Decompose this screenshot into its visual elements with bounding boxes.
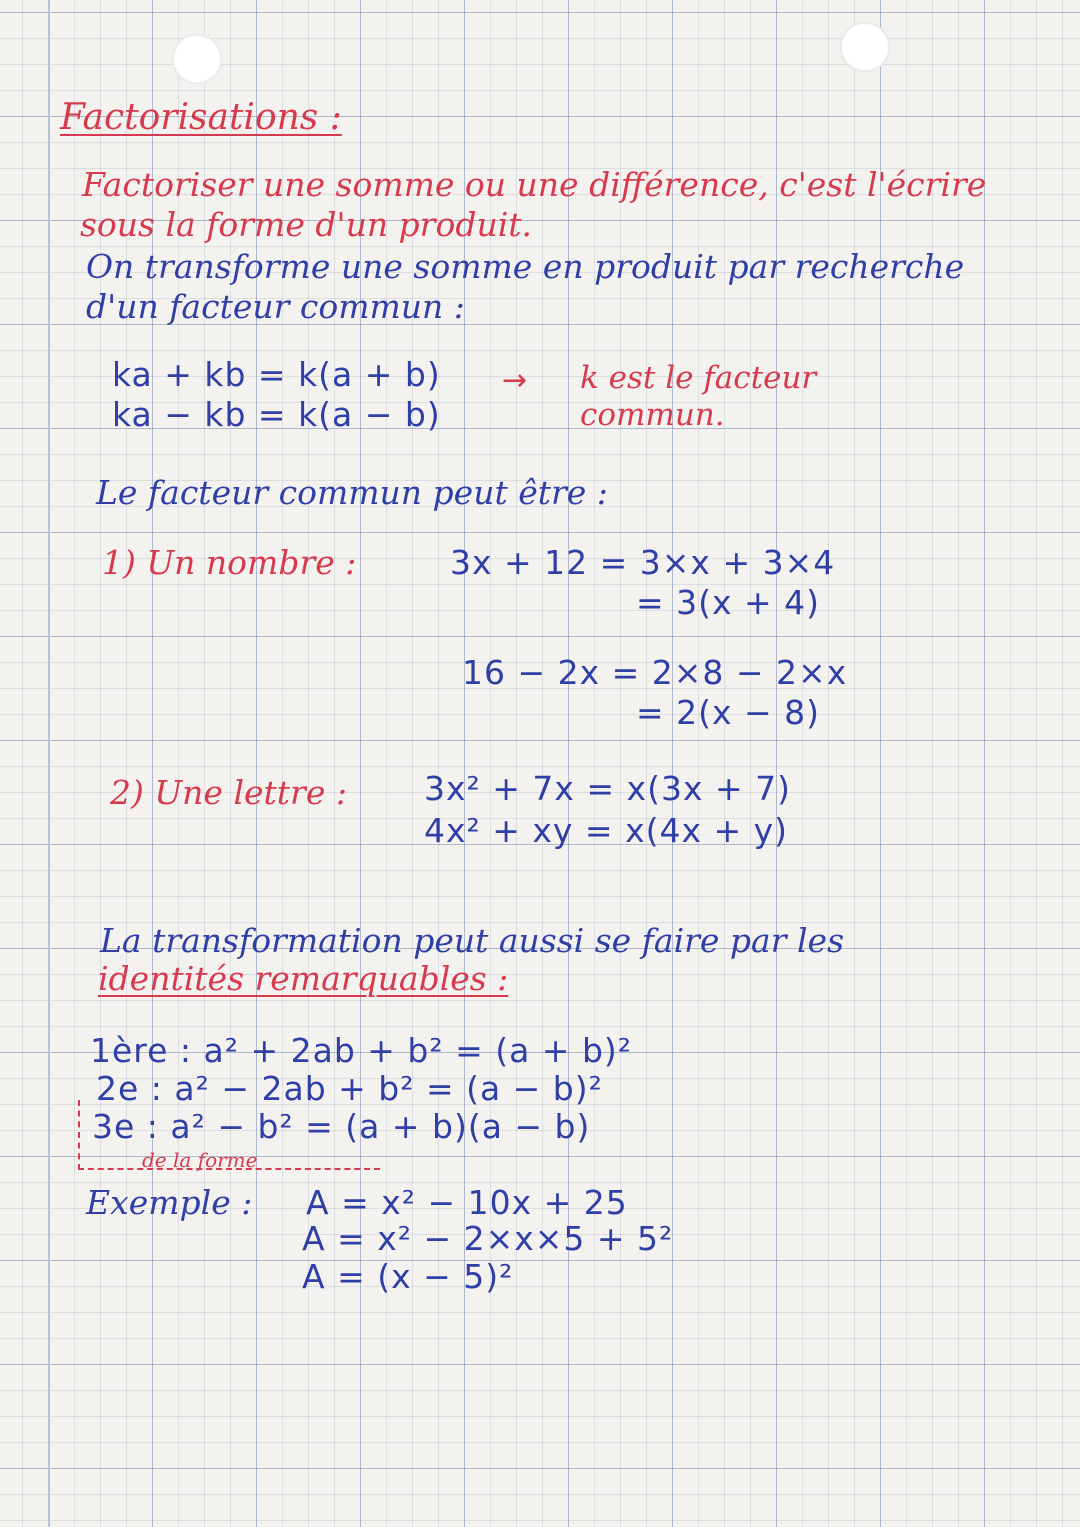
number-example-2-line-1: 16 − 2x = 2×8 − 2×x bbox=[462, 653, 848, 692]
formula-difference: ka − kb = k(a − b) bbox=[112, 395, 441, 434]
number-example-2-line-2: = 2(x − 8) bbox=[636, 693, 821, 732]
definition-line-4: d'un facteur commun : bbox=[86, 287, 465, 326]
common-factor-intro: Le facteur commun peut être : bbox=[96, 473, 608, 512]
margin-line bbox=[48, 0, 50, 1527]
identity-2: 2e : a² − 2ab + b² = (a − b)² bbox=[96, 1069, 603, 1108]
number-example-1-line-1: 3x + 12 = 3×x + 3×4 bbox=[450, 543, 836, 582]
example-line-2: A = x² − 2×x×5 + 5² bbox=[302, 1219, 674, 1258]
formula-note: k est le facteur commun. bbox=[580, 360, 817, 434]
punch-hole-right bbox=[840, 22, 890, 72]
number-label: 1) Un nombre : bbox=[102, 543, 357, 582]
identity-1: 1ère : a² + 2ab + b² = (a + b)² bbox=[90, 1031, 633, 1070]
number-example-1-line-2: = 3(x + 4) bbox=[636, 583, 821, 622]
letter-label: 2) Une lettre : bbox=[110, 773, 347, 812]
definition-line-3: On transforme une somme en produit par recherche bbox=[86, 247, 965, 286]
letter-example-1: 3x² + 7x = x(3x + 7) bbox=[424, 769, 791, 808]
example-line-1: A = x² − 10x + 25 bbox=[306, 1183, 628, 1222]
example-line-3: A = (x − 5)² bbox=[302, 1257, 514, 1296]
page-title: Factorisations : bbox=[60, 97, 342, 138]
arrow-icon: → bbox=[502, 363, 529, 398]
letter-example-2: 4x² + xy = x(4x + y) bbox=[424, 811, 789, 850]
identities-intro-2: identités remarquables : bbox=[98, 959, 509, 998]
definition-line-2: sous la forme d'un produit. bbox=[80, 205, 533, 244]
punch-hole-left bbox=[172, 34, 222, 84]
identities-intro-1: La transformation peut aussi se faire par les bbox=[100, 921, 844, 960]
example-label: Exemple : bbox=[86, 1183, 253, 1222]
identity-note: de la forme bbox=[142, 1148, 258, 1172]
formula-sum: ka + kb = k(a + b) bbox=[112, 355, 441, 394]
definition-line-1: Factoriser une somme ou une différence, c'est l'écrire bbox=[82, 165, 987, 204]
identity-3: 3e : a² − b² = (a + b)(a − b) bbox=[92, 1107, 591, 1146]
